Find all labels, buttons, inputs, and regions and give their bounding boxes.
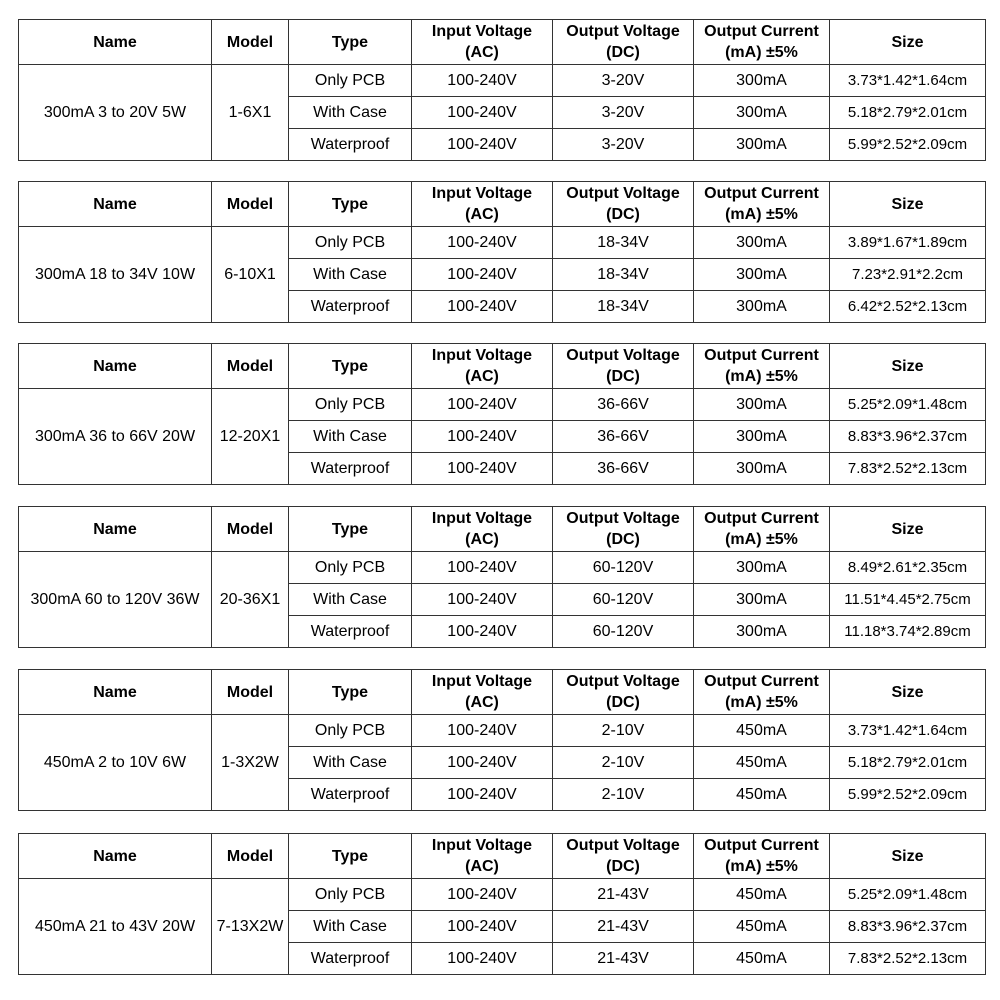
spec-table-5 xyxy=(18,669,986,811)
output-voltage-cell: 60-120V xyxy=(553,584,694,616)
table-row xyxy=(19,552,986,584)
header-input-voltage xyxy=(412,344,553,389)
table-row xyxy=(19,227,986,259)
input-voltage-cell: 100-240V xyxy=(412,97,553,129)
type-cell: Waterproof xyxy=(289,291,412,323)
size-cell: 5.25*2.09*1.48cm xyxy=(830,879,986,911)
output-current-cell: 450mA xyxy=(694,779,830,811)
header-text: Name xyxy=(93,357,137,375)
output-current-cell: 300mA xyxy=(694,259,830,291)
header-text: Size xyxy=(891,520,924,538)
header-text: Input Voltage xyxy=(431,837,533,854)
header-text: Output Current xyxy=(704,185,819,202)
input-voltage-cell: 100-240V xyxy=(412,943,553,975)
header-text: (AC) xyxy=(465,368,499,385)
input-voltage-cell: 100-240V xyxy=(412,453,553,485)
header-text: Type xyxy=(331,520,369,538)
header-text: Output Voltage xyxy=(566,347,680,364)
header-text: Output Current xyxy=(704,510,819,527)
header-type xyxy=(289,670,412,715)
header-text: (mA) ±5% xyxy=(725,531,798,548)
product-name-cell: 300mA 3 to 20V 5W xyxy=(19,65,212,161)
header-text: Type xyxy=(331,33,369,51)
header-text: Output Current xyxy=(704,23,819,40)
input-voltage-cell: 100-240V xyxy=(412,259,553,291)
input-voltage-cell: 100-240V xyxy=(412,65,553,97)
type-cell: Waterproof xyxy=(289,943,412,975)
header-text: Name xyxy=(93,33,137,51)
header-text: (DC) xyxy=(606,531,640,548)
header-size xyxy=(830,182,986,227)
type-cell: Waterproof xyxy=(289,616,412,648)
header-model xyxy=(212,834,289,879)
output-current-cell: 300mA xyxy=(694,65,830,97)
header-text: Size xyxy=(891,195,924,213)
header-text: Input Voltage xyxy=(431,185,533,202)
output-voltage-cell: 2-10V xyxy=(553,747,694,779)
input-voltage-cell: 100-240V xyxy=(412,879,553,911)
type-cell: Only PCB xyxy=(289,65,412,97)
header-text: (mA) ±5% xyxy=(725,206,798,223)
header-text: (AC) xyxy=(465,44,499,61)
header-type xyxy=(289,834,412,879)
output-current-cell: 300mA xyxy=(694,97,830,129)
header-row xyxy=(19,670,986,715)
header-text: Output Current xyxy=(704,673,819,690)
size-cell: 7.83*2.52*2.13cm xyxy=(830,943,986,975)
type-cell: Waterproof xyxy=(289,129,412,161)
output-current-cell: 300mA xyxy=(694,616,830,648)
input-voltage-cell: 100-240V xyxy=(412,911,553,943)
table-row xyxy=(19,715,986,747)
type-cell: With Case xyxy=(289,747,412,779)
header-output-current xyxy=(694,344,830,389)
output-voltage-cell: 2-10V xyxy=(553,715,694,747)
header-text: Type xyxy=(331,357,369,375)
output-voltage-cell: 21-43V xyxy=(553,943,694,975)
header-model xyxy=(212,507,289,552)
header-output-current xyxy=(694,834,830,879)
header-text: Model xyxy=(226,847,274,865)
header-text: (DC) xyxy=(606,206,640,223)
input-voltage-cell: 100-240V xyxy=(412,227,553,259)
output-voltage-cell: 36-66V xyxy=(553,453,694,485)
size-cell: 3.89*1.67*1.89cm xyxy=(830,227,986,259)
output-voltage-cell: 60-120V xyxy=(553,616,694,648)
input-voltage-cell: 100-240V xyxy=(412,552,553,584)
header-name xyxy=(19,834,212,879)
header-output-voltage xyxy=(553,834,694,879)
header-text: Model xyxy=(226,195,274,213)
header-text: Output Voltage xyxy=(566,510,680,527)
type-cell: Only PCB xyxy=(289,879,412,911)
header-output-current xyxy=(694,182,830,227)
header-size xyxy=(830,834,986,879)
header-text: Input Voltage xyxy=(431,510,533,527)
output-voltage-cell: 18-34V xyxy=(553,227,694,259)
header-text: (AC) xyxy=(465,206,499,223)
spec-table-6 xyxy=(18,833,986,975)
header-text: Name xyxy=(93,520,137,538)
input-voltage-cell: 100-240V xyxy=(412,779,553,811)
output-voltage-cell: 3-20V xyxy=(553,97,694,129)
header-text: (AC) xyxy=(465,694,499,711)
output-current-cell: 300mA xyxy=(694,129,830,161)
header-text: Type xyxy=(331,847,369,865)
header-type xyxy=(289,182,412,227)
output-voltage-cell: 21-43V xyxy=(553,879,694,911)
header-name xyxy=(19,507,212,552)
output-current-cell: 450mA xyxy=(694,911,830,943)
header-output-current xyxy=(694,507,830,552)
type-cell: Only PCB xyxy=(289,389,412,421)
type-cell: Waterproof xyxy=(289,779,412,811)
type-cell: Only PCB xyxy=(289,715,412,747)
output-current-cell: 300mA xyxy=(694,552,830,584)
header-text: (DC) xyxy=(606,858,640,875)
output-current-cell: 300mA xyxy=(694,227,830,259)
header-text: Model xyxy=(226,357,274,375)
header-text: Size xyxy=(891,33,924,51)
model-cell: 7-13X2W xyxy=(212,879,289,975)
header-text: (DC) xyxy=(606,694,640,711)
size-cell: 7.83*2.52*2.13cm xyxy=(830,453,986,485)
size-cell: 7.23*2.91*2.2cm xyxy=(830,259,986,291)
type-cell: With Case xyxy=(289,584,412,616)
header-size xyxy=(830,20,986,65)
header-model xyxy=(212,182,289,227)
header-row xyxy=(19,507,986,552)
size-cell: 8.49*2.61*2.35cm xyxy=(830,552,986,584)
header-text: (mA) ±5% xyxy=(725,44,798,61)
size-cell: 3.73*1.42*1.64cm xyxy=(830,65,986,97)
header-text: Name xyxy=(93,847,137,865)
output-voltage-cell: 36-66V xyxy=(553,421,694,453)
header-text: Output Current xyxy=(704,347,819,364)
header-text: Input Voltage xyxy=(431,23,533,40)
output-voltage-cell: 36-66V xyxy=(553,389,694,421)
type-cell: Waterproof xyxy=(289,453,412,485)
input-voltage-cell: 100-240V xyxy=(412,715,553,747)
output-voltage-cell: 60-120V xyxy=(553,552,694,584)
header-text: Output Voltage xyxy=(566,23,680,40)
header-text: (mA) ±5% xyxy=(725,368,798,385)
type-cell: Only PCB xyxy=(289,227,412,259)
header-text: Model xyxy=(226,683,274,701)
product-name-cell: 450mA 21 to 43V 20W xyxy=(19,879,212,975)
header-size xyxy=(830,507,986,552)
product-name-cell: 300mA 60 to 120V 36W xyxy=(19,552,212,648)
size-cell: 5.99*2.52*2.09cm xyxy=(830,779,986,811)
model-cell: 1-6X1 xyxy=(212,65,289,161)
header-text: (DC) xyxy=(606,44,640,61)
header-text: Name xyxy=(93,683,137,701)
size-cell: 8.83*3.96*2.37cm xyxy=(830,911,986,943)
header-name xyxy=(19,20,212,65)
header-input-voltage xyxy=(412,507,553,552)
input-voltage-cell: 100-240V xyxy=(412,584,553,616)
product-name-cell: 300mA 18 to 34V 10W xyxy=(19,227,212,323)
size-cell: 11.18*3.74*2.89cm xyxy=(830,616,986,648)
model-cell: 1-3X2W xyxy=(212,715,289,811)
header-text: (mA) ±5% xyxy=(725,858,798,875)
size-cell: 6.42*2.52*2.13cm xyxy=(830,291,986,323)
header-input-voltage xyxy=(412,834,553,879)
header-text: Output Voltage xyxy=(566,837,680,854)
type-cell: With Case xyxy=(289,97,412,129)
header-text: Name xyxy=(93,195,137,213)
header-name xyxy=(19,182,212,227)
header-text: Size xyxy=(891,847,924,865)
header-text: Output Current xyxy=(704,837,819,854)
output-current-cell: 450mA xyxy=(694,715,830,747)
header-text: Model xyxy=(226,33,274,51)
product-name-cell: 300mA 36 to 66V 20W xyxy=(19,389,212,485)
header-size xyxy=(830,344,986,389)
header-output-voltage xyxy=(553,20,694,65)
header-name xyxy=(19,344,212,389)
header-input-voltage xyxy=(412,670,553,715)
header-name xyxy=(19,670,212,715)
header-output-current xyxy=(694,20,830,65)
output-current-cell: 450mA xyxy=(694,747,830,779)
header-output-voltage xyxy=(553,344,694,389)
size-cell: 11.51*4.45*2.75cm xyxy=(830,584,986,616)
header-output-voltage xyxy=(553,670,694,715)
product-name-cell: 450mA 2 to 10V 6W xyxy=(19,715,212,811)
type-cell: Only PCB xyxy=(289,552,412,584)
header-row xyxy=(19,182,986,227)
input-voltage-cell: 100-240V xyxy=(412,616,553,648)
input-voltage-cell: 100-240V xyxy=(412,129,553,161)
output-current-cell: 450mA xyxy=(694,943,830,975)
output-current-cell: 300mA xyxy=(694,453,830,485)
output-current-cell: 450mA xyxy=(694,879,830,911)
model-cell: 20-36X1 xyxy=(212,552,289,648)
header-output-current xyxy=(694,670,830,715)
header-text: (DC) xyxy=(606,368,640,385)
input-voltage-cell: 100-240V xyxy=(412,389,553,421)
table-row xyxy=(19,389,986,421)
output-voltage-cell: 18-34V xyxy=(553,259,694,291)
header-input-voltage xyxy=(412,182,553,227)
type-cell: With Case xyxy=(289,421,412,453)
spec-table-3 xyxy=(18,343,986,485)
input-voltage-cell: 100-240V xyxy=(412,421,553,453)
header-type xyxy=(289,20,412,65)
header-text: Output Voltage xyxy=(566,673,680,690)
type-cell: With Case xyxy=(289,259,412,291)
header-text: Size xyxy=(891,357,924,375)
size-cell: 5.25*2.09*1.48cm xyxy=(830,389,986,421)
header-text: (AC) xyxy=(465,858,499,875)
header-text: Model xyxy=(226,520,274,538)
header-type xyxy=(289,344,412,389)
header-model xyxy=(212,20,289,65)
header-input-voltage xyxy=(412,20,553,65)
header-row xyxy=(19,834,986,879)
spec-table-2 xyxy=(18,181,986,323)
output-voltage-cell: 18-34V xyxy=(553,291,694,323)
header-output-voltage xyxy=(553,182,694,227)
output-current-cell: 300mA xyxy=(694,291,830,323)
size-cell: 3.73*1.42*1.64cm xyxy=(830,715,986,747)
header-text: Size xyxy=(891,683,924,701)
output-voltage-cell: 3-20V xyxy=(553,65,694,97)
header-model xyxy=(212,670,289,715)
input-voltage-cell: 100-240V xyxy=(412,747,553,779)
output-voltage-cell: 3-20V xyxy=(553,129,694,161)
spec-table-1 xyxy=(18,19,986,161)
size-cell: 8.83*3.96*2.37cm xyxy=(830,421,986,453)
header-text: (mA) ±5% xyxy=(725,694,798,711)
size-cell: 5.99*2.52*2.09cm xyxy=(830,129,986,161)
header-type xyxy=(289,507,412,552)
type-cell: With Case xyxy=(289,911,412,943)
table-row xyxy=(19,879,986,911)
header-model xyxy=(212,344,289,389)
model-cell: 12-20X1 xyxy=(212,389,289,485)
header-text: Output Voltage xyxy=(566,185,680,202)
input-voltage-cell: 100-240V xyxy=(412,291,553,323)
output-current-cell: 300mA xyxy=(694,584,830,616)
header-row xyxy=(19,344,986,389)
header-text: Input Voltage xyxy=(431,347,533,364)
model-cell: 6-10X1 xyxy=(212,227,289,323)
header-text: Type xyxy=(331,683,369,701)
header-row xyxy=(19,20,986,65)
output-voltage-cell: 2-10V xyxy=(553,779,694,811)
header-text: Input Voltage xyxy=(431,673,533,690)
header-size xyxy=(830,670,986,715)
size-cell: 5.18*2.79*2.01cm xyxy=(830,747,986,779)
table-row xyxy=(19,65,986,97)
size-cell: 5.18*2.79*2.01cm xyxy=(830,97,986,129)
spec-table-4 xyxy=(18,506,986,648)
output-current-cell: 300mA xyxy=(694,389,830,421)
output-voltage-cell: 21-43V xyxy=(553,911,694,943)
header-output-voltage xyxy=(553,507,694,552)
header-text: (AC) xyxy=(465,531,499,548)
header-text: Type xyxy=(331,195,369,213)
output-current-cell: 300mA xyxy=(694,421,830,453)
